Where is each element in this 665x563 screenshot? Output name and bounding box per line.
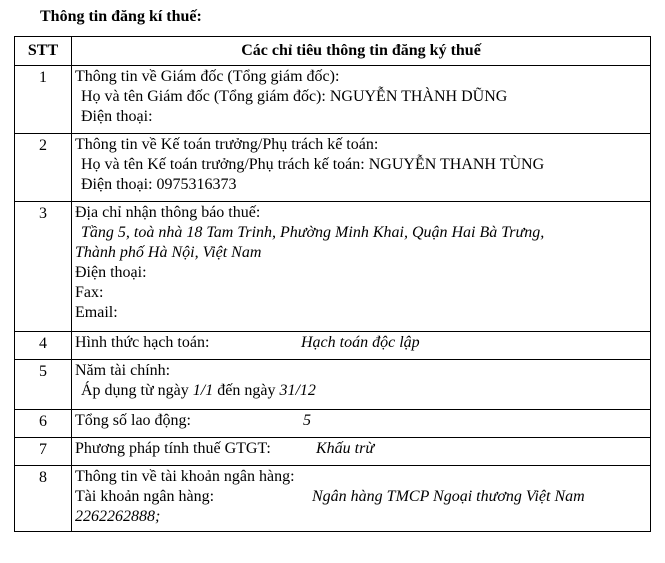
row-content: [72, 410, 651, 438]
bank-account-line: [75, 487, 646, 507]
table-row: [15, 332, 651, 360]
address-title: Địa chỉ nhận thông báo thuế:: [75, 204, 261, 221]
vat-method-label: Phương pháp tính thuế GTGT:: [75, 440, 271, 457]
row-content: [72, 202, 651, 332]
vat-method-value: Khấu trừ: [316, 440, 375, 457]
row-content: [72, 134, 651, 202]
column-header-stt: STT: [15, 37, 72, 66]
table-row: [15, 202, 651, 332]
director-name-value: NGUYỄN THÀNH DŨNG: [329, 88, 508, 105]
director-info-title: Thông tin về Giám đốc (Tổng giám đốc):: [75, 68, 340, 85]
tax-registration-table: [14, 36, 651, 532]
table-row: [15, 360, 651, 410]
accounting-form-line: [75, 333, 646, 353]
accountant-name-label: Họ và tên Kế toán trưởng/Phụ trách kế toán:: [81, 156, 365, 173]
row-number: 1: [15, 66, 72, 134]
accountant-name-value: NGUYỄN THANH TÙNG: [368, 156, 545, 173]
bank-account-number: 2262262888;: [75, 508, 161, 525]
row-content: [72, 360, 651, 410]
bank-name-value: Ngân hàng TMCP Ngoại thương Việt Nam: [312, 488, 585, 505]
address-phone-label: Điện thoại:: [75, 264, 147, 281]
row-number: 4: [15, 332, 72, 360]
row-content: [72, 466, 651, 532]
accountant-phone-line: [75, 175, 646, 195]
fiscal-year-from-value: 1/1: [192, 382, 214, 399]
accountant-phone-value: 0975316373: [156, 176, 237, 193]
labor-count-line: [75, 411, 646, 431]
labor-count-label: Tổng số lao động:: [75, 412, 191, 429]
fiscal-year-title: Năm tài chính:: [75, 362, 171, 379]
accounting-form-label: Hình thức hạch toán:: [75, 334, 210, 351]
fiscal-year-to-label: đến ngày: [217, 382, 276, 399]
address-email-label: Email:: [75, 304, 118, 321]
row-number: 6: [15, 410, 72, 438]
table-row: [15, 410, 651, 438]
labor-count-value: 5: [303, 412, 311, 429]
accountant-name-line: [75, 155, 646, 175]
table-row: [15, 134, 651, 202]
director-phone-label: Điện thoại:: [81, 108, 153, 125]
director-name-line: [75, 87, 646, 107]
row-number: 5: [15, 360, 72, 410]
address-fax-label: Fax:: [75, 284, 104, 301]
row-content: [72, 66, 651, 134]
row-number: 2: [15, 134, 72, 202]
bank-account-label: Tài khoản ngân hàng:: [75, 488, 215, 505]
accountant-info-title: Thông tin về Kế toán trưởng/Phụ trách kế toán:: [75, 136, 379, 153]
fiscal-year-range: [75, 381, 646, 401]
director-name-label: Họ và tên Giám đốc (Tổng giám đốc):: [81, 88, 326, 105]
accountant-phone-label: Điện thoại:: [81, 176, 153, 193]
row-number: 7: [15, 438, 72, 466]
row-number: 3: [15, 202, 72, 332]
row-number: 8: [15, 466, 72, 532]
fiscal-year-from-label: Áp dụng từ ngày: [81, 382, 189, 399]
row-content: [72, 438, 651, 466]
section-heading: Thông tin đăng kí thuế:: [40, 8, 202, 25]
table-row: [15, 438, 651, 466]
table-row: [15, 466, 651, 532]
row-content: [72, 332, 651, 360]
bank-info-title: Thông tin về tài khoản ngân hàng:: [75, 468, 295, 485]
vat-method-line: [75, 439, 646, 459]
table-row: [15, 66, 651, 134]
address-line-1: Tầng 5, toà nhà 18 Tam Trinh, Phường Minh Khai, Quận Hai Bà Trưng,: [81, 224, 545, 241]
table-header-row: [15, 37, 651, 66]
address-line-2: Thành phố Hà Nội, Việt Nam: [75, 244, 262, 261]
fiscal-year-to-value: 31/12: [279, 382, 316, 399]
column-header-content: Các chỉ tiêu thông tin đăng ký thuế: [72, 37, 651, 66]
accounting-form-value: Hạch toán độc lập: [301, 334, 420, 351]
